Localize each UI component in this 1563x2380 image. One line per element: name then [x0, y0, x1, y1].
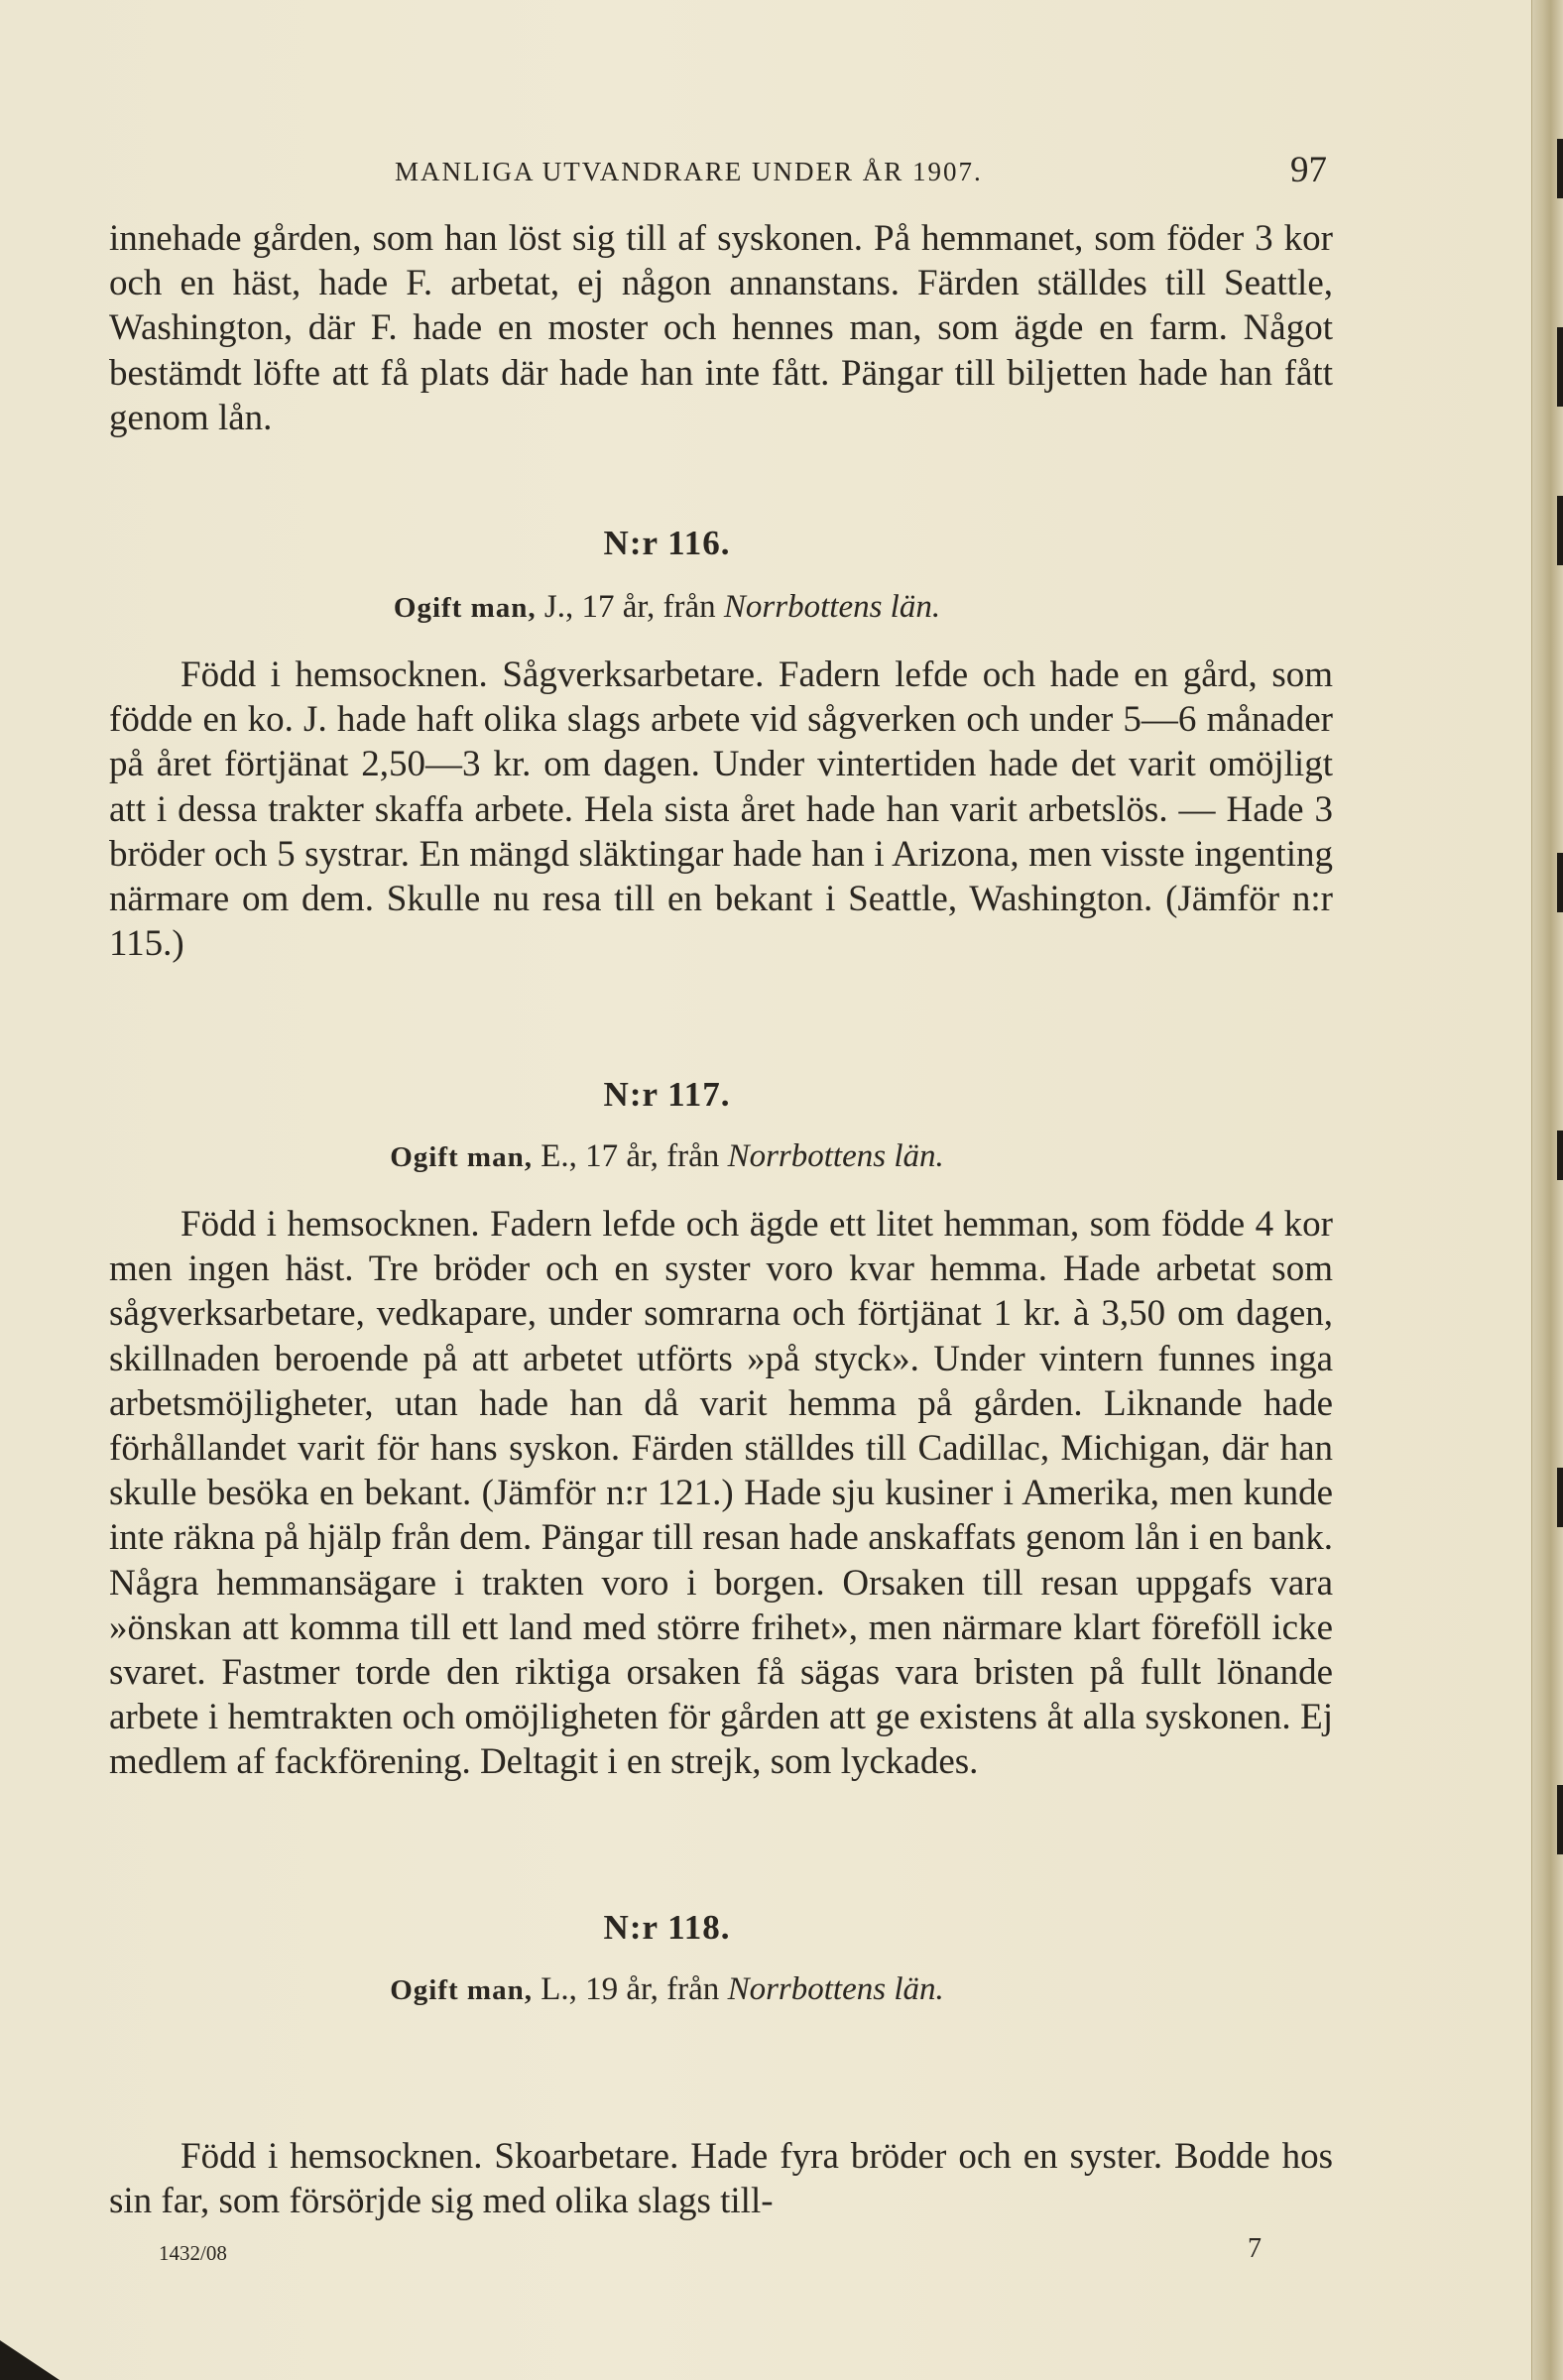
- entry-117-body: [109, 1202, 1333, 1785]
- entry-118-details: L., 19 år, från: [532, 1971, 728, 2007]
- spine-mark: [1557, 1130, 1563, 1180]
- entry-117-text: Född i hemsocknen. Fadern lefde och ägde ett litet hemman, som födde 4 kor men ingen häst. Tre bröder och en syster voro kvar hemma. Hade arbetat som sågverksarbetare, vedkapare, under somrarna och förtjänat 1 kr. à 3,50 om dagen, skillnaden beroende på att arbetet utförts »på styck». Under vintern funnes inga arbetsmöjligheter, utan hade han då varit hemma på gården. Liknande hade förhållandet varit för hans syskon. Färden ställdes till Cadillac, Michigan, där han skulle besöka en bekant. (Jämför n:r 121.) Hade sju kusiner i Amerika, men kunde inte räkna på hjälp från dem. Pängar till resan hade anskaffats genom lån i en bank. Några hemmansägare i trakten voro i borgen. Orsaken till resan uppgafs vara »önskan att komma till ett land med större frihet», men närmare klart föreföll icke svaret. Fastmer torde den riktiga orsaken få sägas vara bristen på fullt lönande arbete i hemtrakten och omöjligheten för gården att ge existens åt alla syskonen. Ej medlem af fackförening. Deltagit i en strejk, som lyckades.: [109, 1204, 1333, 1783]
- running-head: [395, 150, 1327, 190]
- sheet-number: 7: [1248, 2233, 1262, 2264]
- scan-corner-shadow: [0, 2340, 60, 2380]
- page-number: 97: [1290, 150, 1327, 190]
- printer-signature: 1432/08: [159, 2241, 227, 2265]
- spine-mark: [1557, 1785, 1563, 1854]
- entry-116-details: J., 17 år, från: [536, 589, 724, 625]
- entry-117-status: Ogift man,: [390, 1141, 533, 1173]
- entry-118-subhead: [0, 1971, 1334, 2008]
- entry-118-place: Norrbottens län.: [727, 1971, 944, 2007]
- entry-116-status: Ogift man,: [393, 592, 537, 624]
- entry-116-text: Född i hemsocknen. Sågverksarbetare. Fadern lefde och hade en gård, som födde en ko. J. hade haft olika slags arbete vid sågverken och under 5—6 månader på året förtjänat 2,50—3 kr. om dagen. Under vintertiden hade det varit omöjligt att i dessa trakter skaffa arbete. Hela sista året hade han varit arbetslös. — Hade 3 bröder och 5 systrar. En mängd släktingar hade han i Arizona, men visste ingenting närmare om dem. Skulle nu resa till en bekant i Seattle, Washington. (Jämför n:r 115.): [109, 654, 1333, 965]
- entry-117-details: E., 17 år, från: [532, 1138, 728, 1174]
- entry-118-status: Ogift man,: [390, 1974, 533, 2006]
- intro-text: innehade gården, som han löst sig till af syskonen. På hemmanet, som föder 3 kor och en häst, hade F. arbetat, ej någon annanstans. Färden ställdes till Seattle, Washington, där F. hade en moster och hennes man, som ägde en farm. Något bestämdt löfte att få plats där hade han inte fått. Pängar till biljetten hade han fått genom lån.: [109, 218, 1333, 438]
- entry-118-body: [109, 2134, 1333, 2223]
- entry-117-subhead: [0, 1138, 1334, 1175]
- spine-mark: [1557, 139, 1563, 198]
- book-spine-edge: [1531, 0, 1563, 2380]
- entry-118-heading: N:r 118.: [603, 1908, 731, 1947]
- running-title: MANLIGA UTVANDRARE UNDER ÅR 1907.: [395, 157, 983, 186]
- entry-116-heading: N:r 116.: [603, 524, 731, 562]
- entry-117-place: Norrbottens län.: [727, 1138, 944, 1174]
- spine-mark: [1557, 496, 1563, 565]
- spine-mark: [1557, 853, 1563, 912]
- entry-116-subhead: [0, 589, 1334, 626]
- entry-116-body: [109, 653, 1333, 966]
- spine-mark: [1557, 1468, 1563, 1527]
- entry-117-heading: N:r 117.: [603, 1075, 731, 1114]
- spine-mark: [1557, 327, 1563, 407]
- entry-118-text: Född i hemsocknen. Skoarbetare. Hade fyra bröder och en syster. Bodde hos sin far, som försörjde sig med olika slags till-: [109, 2136, 1333, 2222]
- entry-116-place: Norrbottens län.: [723, 589, 941, 625]
- intro-paragraph: [109, 216, 1333, 440]
